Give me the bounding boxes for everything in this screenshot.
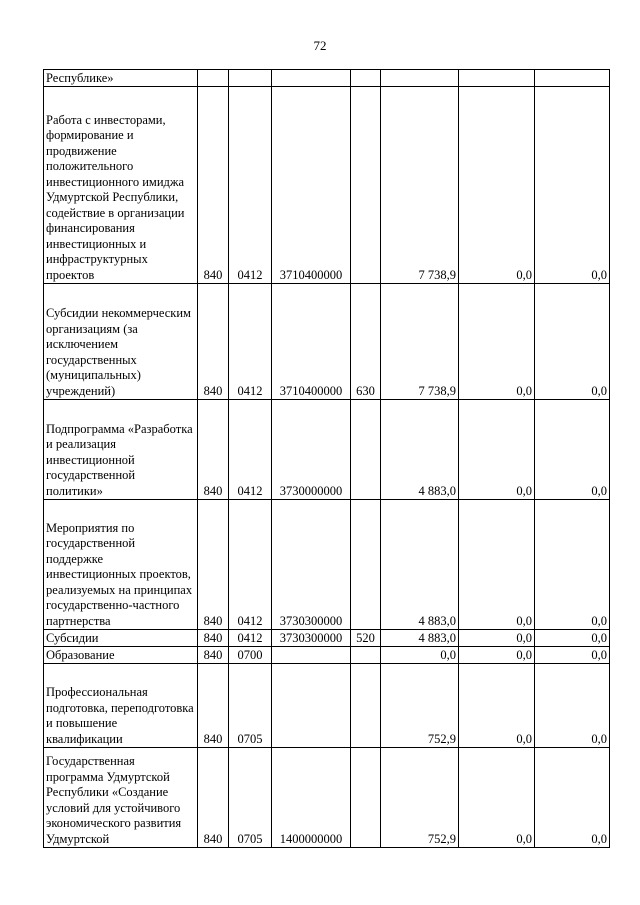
ved-code: 840 xyxy=(198,284,229,400)
csr-code: 3710400000 xyxy=(272,284,351,400)
row-name: Республике» xyxy=(44,70,198,87)
razdel-code: 0700 xyxy=(229,647,272,664)
csr-code: 1400000000 xyxy=(272,748,351,848)
ved-code: 840 xyxy=(198,748,229,848)
table-row xyxy=(44,664,610,748)
budget-table xyxy=(43,69,610,848)
csr-code: 3730000000 xyxy=(272,400,351,500)
value-2: 0,0 xyxy=(459,647,535,664)
value-1: 4 883,0 xyxy=(381,500,459,630)
value-3: 0,0 xyxy=(535,500,610,630)
razdel-code: 0412 xyxy=(229,400,272,500)
row-name: Подпрограмма «Разработка и реализация инвестиционной государственной политики» xyxy=(44,400,198,500)
value-2 xyxy=(459,70,535,87)
razdel-code: 0705 xyxy=(229,664,272,748)
value-2: 0,0 xyxy=(459,284,535,400)
value-3: 0,0 xyxy=(535,647,610,664)
value-2: 0,0 xyxy=(459,500,535,630)
value-2: 0,0 xyxy=(459,400,535,500)
csr-code xyxy=(272,647,351,664)
vr-code xyxy=(351,647,381,664)
value-2: 0,0 xyxy=(459,630,535,647)
value-2: 0,0 xyxy=(459,664,535,748)
value-3: 0,0 xyxy=(535,664,610,748)
vr-code xyxy=(351,500,381,630)
csr-code: 3730300000 xyxy=(272,630,351,647)
vr-code xyxy=(351,748,381,848)
razdel-code: 0705 xyxy=(229,748,272,848)
vr-code xyxy=(351,70,381,87)
table-row xyxy=(44,70,610,87)
value-3: 0,0 xyxy=(535,400,610,500)
table-row xyxy=(44,87,610,284)
table-row xyxy=(44,630,610,647)
row-name: Мероприятия по государственной поддержке инвестиционных проектов, реализуемых на принципах государственно-частного партнерства xyxy=(44,500,198,630)
table-row xyxy=(44,400,610,500)
value-3: 0,0 xyxy=(535,748,610,848)
ved-code xyxy=(198,70,229,87)
table-row xyxy=(44,284,610,400)
row-name: Субсидии некоммерческим организациям (за исключением государственных (муниципальных) учреждений) xyxy=(44,284,198,400)
ved-code: 840 xyxy=(198,630,229,647)
value-2: 0,0 xyxy=(459,87,535,284)
row-name: Профессиональная подготовка, переподготовка и повышение квалификации xyxy=(44,664,198,748)
table-row xyxy=(44,748,610,848)
ved-code: 840 xyxy=(198,500,229,630)
razdel-code: 0412 xyxy=(229,630,272,647)
razdel-code xyxy=(229,70,272,87)
value-1: 752,9 xyxy=(381,664,459,748)
table-row xyxy=(44,647,610,664)
razdel-code: 0412 xyxy=(229,500,272,630)
vr-code: 630 xyxy=(351,284,381,400)
vr-code xyxy=(351,664,381,748)
csr-code: 3710400000 xyxy=(272,87,351,284)
razdel-code: 0412 xyxy=(229,87,272,284)
value-1: 7 738,9 xyxy=(381,87,459,284)
value-1: 0,0 xyxy=(381,647,459,664)
row-name: Образование xyxy=(44,647,198,664)
ved-code: 840 xyxy=(198,87,229,284)
value-1: 752,9 xyxy=(381,748,459,848)
vr-code: 520 xyxy=(351,630,381,647)
ved-code: 840 xyxy=(198,400,229,500)
csr-code xyxy=(272,664,351,748)
razdel-code: 0412 xyxy=(229,284,272,400)
csr-code: 3730300000 xyxy=(272,500,351,630)
value-1: 4 883,0 xyxy=(381,400,459,500)
value-1: 4 883,0 xyxy=(381,630,459,647)
value-1: 7 738,9 xyxy=(381,284,459,400)
row-name: Субсидии xyxy=(44,630,198,647)
value-3: 0,0 xyxy=(535,630,610,647)
vr-code xyxy=(351,400,381,500)
ved-code: 840 xyxy=(198,664,229,748)
row-name: Государственная программа Удмуртской Республики «Создание условий для устойчивого экономического развития Удмуртской xyxy=(44,748,198,848)
row-name: Работа с инвесторами, формирование и продвижение положительного инвестиционного имиджа Удмуртской Республики, содействие в организации финансирования инвестиционных и инфраструктурных проектов xyxy=(44,87,198,284)
value-3 xyxy=(535,70,610,87)
ved-code: 840 xyxy=(198,647,229,664)
value-3: 0,0 xyxy=(535,87,610,284)
csr-code xyxy=(272,70,351,87)
value-1 xyxy=(381,70,459,87)
value-3: 0,0 xyxy=(535,284,610,400)
table-row xyxy=(44,500,610,630)
value-2: 0,0 xyxy=(459,748,535,848)
vr-code xyxy=(351,87,381,284)
page-number: 72 xyxy=(313,38,327,53)
